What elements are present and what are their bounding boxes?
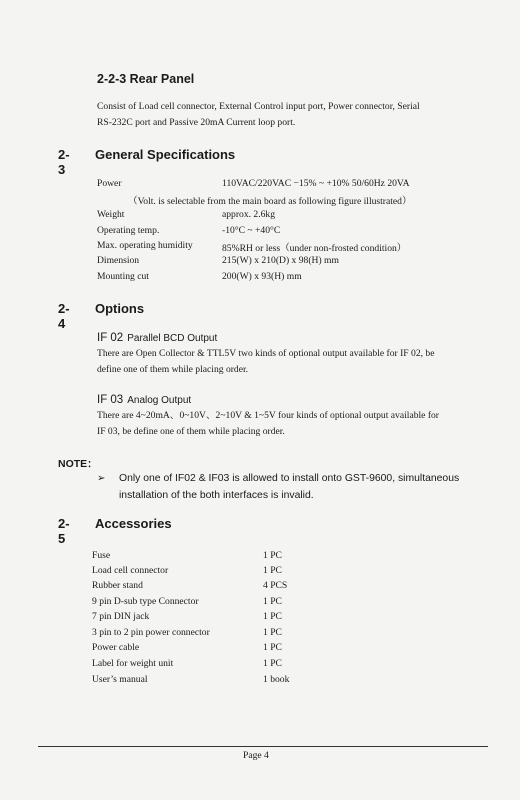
accessory-qty: 1 book xyxy=(263,674,290,685)
if03-line-2: IF 03, be define one of them while placing order. xyxy=(97,426,285,437)
accessories-section-number: 2-5 xyxy=(58,516,70,546)
spec-power-note: （Volt. is selectable from the main board as following figure illustrated） xyxy=(128,196,412,207)
accessory-qty: 4 PCS xyxy=(263,580,288,591)
accessory-qty: 1 PC xyxy=(263,596,282,607)
spec-label: Operating temp. xyxy=(97,225,160,236)
accessory-name: Label for weight unit xyxy=(92,658,174,669)
if02-description xyxy=(97,346,497,378)
spec-label: Max. operating humidity xyxy=(97,240,193,251)
spec-value: 215(W) x 210(D) x 98(H) mm xyxy=(222,255,339,266)
options-section-title: Options xyxy=(95,301,145,316)
accessory-qty: 1 PC xyxy=(263,565,282,576)
accessory-name: Rubber stand xyxy=(92,580,143,591)
accessory-qty: 1 PC xyxy=(263,550,282,561)
page-number: Page 4 xyxy=(243,750,269,761)
if02-line-2: define one of them while placing order. xyxy=(97,364,249,375)
accessory-name: User’s manual xyxy=(92,674,148,685)
spec-value: -10°C ~ +40°C xyxy=(222,225,281,236)
if03-heading xyxy=(97,394,191,406)
spec-label: Mounting cut xyxy=(97,271,149,282)
specs-section-title: General Specifications xyxy=(95,147,236,162)
spec-label: Dimension xyxy=(97,255,140,266)
accessory-qty: 1 PC xyxy=(263,642,282,653)
accessories-section-title: Accessories xyxy=(95,516,172,531)
rear-panel-description xyxy=(97,99,497,131)
note-text: Only one of IF02 & IF03 is allowed to install onto GST-9600, simultaneous installation of the both interfaces is invalid. xyxy=(119,473,460,501)
if03-desc: Analog Output xyxy=(127,395,192,406)
rear-panel-heading: 2-2-3 Rear Panel xyxy=(97,72,195,86)
if02-code: IF 02 xyxy=(97,332,124,344)
note-label: NOTE： xyxy=(58,458,98,470)
spec-value: 200(W) x 93(H) mm xyxy=(222,271,302,282)
accessory-name: Fuse xyxy=(92,550,111,561)
if02-heading xyxy=(97,332,217,344)
accessory-qty: 1 PC xyxy=(263,611,282,622)
spec-value: 110VAC/220VAC −15% ~ +10% 50/60Hz 20VA xyxy=(222,178,410,189)
arrow-bullet-icon: ➢ xyxy=(97,473,106,484)
spec-label: Power xyxy=(97,178,122,189)
accessory-name: Power cable xyxy=(92,642,140,653)
specs-section-number: 2-3 xyxy=(58,147,70,177)
spec-value: 85%RH or less（under non-frosted condition） xyxy=(222,243,407,254)
if02-line-1: There are Open Collector & TTL5V two kinds of optional output available for IF 02, be xyxy=(97,348,435,359)
spec-label: Weight xyxy=(97,209,125,220)
accessory-qty: 1 PC xyxy=(263,658,282,669)
rear-panel-line-2: RS-232C port and Passive 20mA Current loop port. xyxy=(97,117,296,128)
if03-description xyxy=(97,408,497,440)
accessory-name: 9 pin D-sub type Connector xyxy=(92,596,199,607)
spec-value: approx. 2.6kg xyxy=(222,209,276,220)
accessory-name: Load cell connector xyxy=(92,565,169,576)
if02-desc: Parallel BCD Output xyxy=(127,333,218,344)
accessory-name: 7 pin DIN jack xyxy=(92,611,150,622)
accessory-qty: 1 PC xyxy=(263,627,282,638)
accessory-name: 3 pin to 2 pin power connector xyxy=(92,627,210,638)
footer-rule xyxy=(38,746,488,747)
rear-panel-line-1: Consist of Load cell connector, External Control input port, Power connector, Serial xyxy=(97,101,420,112)
if03-line-1: There are 4~20mA、0~10V、2~10V & 1~5V four kinds of optional output available for xyxy=(97,410,440,421)
if03-code: IF 03 xyxy=(97,394,124,406)
options-section-number: 2-4 xyxy=(58,301,70,331)
